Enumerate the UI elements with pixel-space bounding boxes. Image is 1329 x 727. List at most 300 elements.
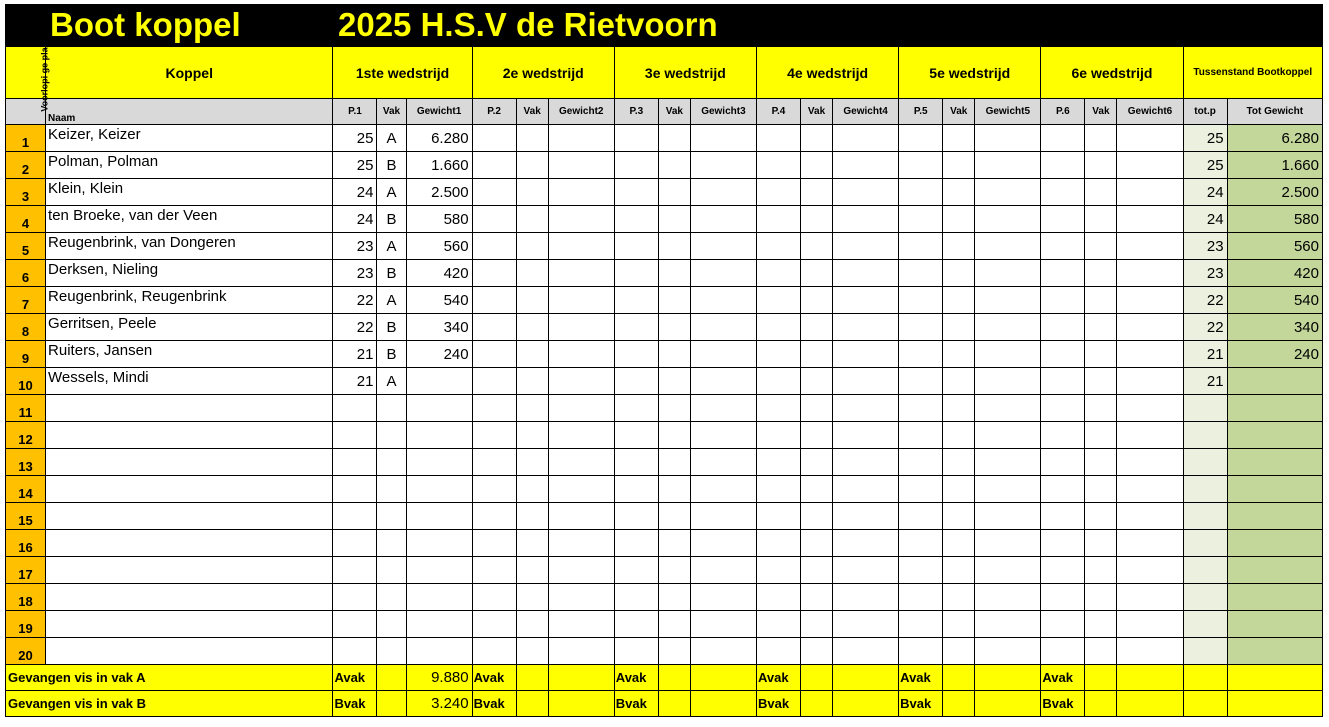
vak2-cell[interactable] — [516, 503, 548, 530]
p6-cell[interactable] — [1041, 557, 1085, 584]
gewicht4-cell[interactable] — [833, 233, 899, 260]
gewicht1-cell[interactable] — [406, 368, 472, 395]
vak3-cell[interactable] — [658, 503, 690, 530]
gewicht1-cell[interactable] — [406, 557, 472, 584]
vak5-cell[interactable] — [943, 422, 975, 449]
p3-cell[interactable] — [614, 584, 658, 611]
gewicht5-cell[interactable] — [975, 341, 1041, 368]
vak4-cell[interactable] — [801, 449, 833, 476]
p2-cell[interactable] — [472, 449, 516, 476]
p3-cell[interactable] — [614, 287, 658, 314]
name-cell[interactable]: Keizer, Keizer — [46, 125, 333, 152]
p1-cell[interactable] — [333, 503, 377, 530]
p5-cell[interactable] — [899, 125, 943, 152]
p1-cell[interactable]: 25 — [333, 152, 377, 179]
vak5-cell[interactable] — [943, 341, 975, 368]
gewicht5-cell[interactable] — [975, 395, 1041, 422]
vak5-cell[interactable] — [943, 557, 975, 584]
vak2-cell[interactable] — [516, 179, 548, 206]
p3-cell[interactable] — [614, 503, 658, 530]
p2-cell[interactable] — [472, 233, 516, 260]
p5-cell[interactable] — [899, 422, 943, 449]
p2-cell[interactable] — [472, 206, 516, 233]
gewicht4-cell[interactable] — [833, 287, 899, 314]
vak6-cell[interactable] — [1085, 206, 1117, 233]
gewicht4-cell[interactable] — [833, 422, 899, 449]
gewicht4-cell[interactable] — [833, 152, 899, 179]
p2-cell[interactable] — [472, 530, 516, 557]
p1-cell[interactable]: 21 — [333, 368, 377, 395]
name-cell[interactable]: Polman, Polman — [46, 152, 333, 179]
p2-cell[interactable] — [472, 314, 516, 341]
p3-cell[interactable] — [614, 395, 658, 422]
gewicht1-cell[interactable]: 1.660 — [406, 152, 472, 179]
gewicht5-cell[interactable] — [975, 638, 1041, 665]
gewicht1-cell[interactable] — [406, 584, 472, 611]
gewicht3-cell[interactable] — [690, 341, 756, 368]
p4-cell[interactable] — [756, 557, 800, 584]
vak4-cell[interactable] — [801, 179, 833, 206]
vak2-cell[interactable] — [516, 638, 548, 665]
p1-cell[interactable] — [333, 422, 377, 449]
p6-cell[interactable] — [1041, 341, 1085, 368]
name-cell[interactable] — [46, 449, 333, 476]
vak3-cell[interactable] — [658, 611, 690, 638]
vak4-cell[interactable] — [801, 341, 833, 368]
p6-cell[interactable] — [1041, 314, 1085, 341]
p6-cell[interactable] — [1041, 368, 1085, 395]
gewicht4-cell[interactable] — [833, 638, 899, 665]
vak4-cell[interactable] — [801, 206, 833, 233]
gewicht2-cell[interactable] — [548, 314, 614, 341]
gewicht4-cell[interactable] — [833, 611, 899, 638]
p2-cell[interactable] — [472, 179, 516, 206]
vak5-cell[interactable] — [943, 368, 975, 395]
gewicht3-cell[interactable] — [690, 395, 756, 422]
gewicht1-cell[interactable] — [406, 449, 472, 476]
gewicht2-cell[interactable] — [548, 125, 614, 152]
name-cell[interactable]: Ruiters, Jansen — [46, 341, 333, 368]
vak1-cell[interactable] — [377, 638, 406, 665]
gewicht1-cell[interactable]: 6.280 — [406, 125, 472, 152]
p2-cell[interactable] — [472, 503, 516, 530]
p6-cell[interactable] — [1041, 611, 1085, 638]
vak6-cell[interactable] — [1085, 368, 1117, 395]
p3-cell[interactable] — [614, 152, 658, 179]
p4-cell[interactable] — [756, 476, 800, 503]
gewicht3-cell[interactable] — [690, 152, 756, 179]
vak4-cell[interactable] — [801, 638, 833, 665]
gewicht6-cell[interactable] — [1117, 395, 1183, 422]
name-cell[interactable] — [46, 530, 333, 557]
vak6-cell[interactable] — [1085, 260, 1117, 287]
gewicht6-cell[interactable] — [1117, 206, 1183, 233]
vak3-cell[interactable] — [658, 287, 690, 314]
p4-cell[interactable] — [756, 530, 800, 557]
gewicht3-cell[interactable] — [690, 476, 756, 503]
p3-cell[interactable] — [614, 611, 658, 638]
p4-cell[interactable] — [756, 125, 800, 152]
vak3-cell[interactable] — [658, 449, 690, 476]
p4-cell[interactable] — [756, 206, 800, 233]
p1-cell[interactable] — [333, 638, 377, 665]
p2-cell[interactable] — [472, 287, 516, 314]
gewicht3-cell[interactable] — [690, 584, 756, 611]
p2-cell[interactable] — [472, 557, 516, 584]
vak1-cell[interactable] — [377, 449, 406, 476]
p6-cell[interactable] — [1041, 233, 1085, 260]
gewicht4-cell[interactable] — [833, 557, 899, 584]
p4-cell[interactable] — [756, 611, 800, 638]
name-cell[interactable]: Gerritsen, Peele — [46, 314, 333, 341]
vak6-cell[interactable] — [1085, 638, 1117, 665]
name-cell[interactable]: Klein, Klein — [46, 179, 333, 206]
gewicht5-cell[interactable] — [975, 557, 1041, 584]
gewicht3-cell[interactable] — [690, 530, 756, 557]
vak6-cell[interactable] — [1085, 530, 1117, 557]
vak2-cell[interactable] — [516, 125, 548, 152]
gewicht3-cell[interactable] — [690, 557, 756, 584]
gewicht4-cell[interactable] — [833, 125, 899, 152]
gewicht3-cell[interactable] — [690, 233, 756, 260]
vak5-cell[interactable] — [943, 638, 975, 665]
p5-cell[interactable] — [899, 476, 943, 503]
vak3-cell[interactable] — [658, 206, 690, 233]
gewicht3-cell[interactable] — [690, 611, 756, 638]
gewicht2-cell[interactable] — [548, 260, 614, 287]
gewicht3-cell[interactable] — [690, 179, 756, 206]
name-cell[interactable] — [46, 638, 333, 665]
name-cell[interactable]: Derksen, Nieling — [46, 260, 333, 287]
vak1-cell[interactable] — [377, 422, 406, 449]
gewicht4-cell[interactable] — [833, 341, 899, 368]
gewicht2-cell[interactable] — [548, 395, 614, 422]
gewicht2-cell[interactable] — [548, 584, 614, 611]
vak1-cell[interactable] — [377, 503, 406, 530]
p5-cell[interactable] — [899, 530, 943, 557]
p5-cell[interactable] — [899, 611, 943, 638]
p2-cell[interactable] — [472, 422, 516, 449]
p6-cell[interactable] — [1041, 503, 1085, 530]
vak3-cell[interactable] — [658, 557, 690, 584]
vak2-cell[interactable] — [516, 611, 548, 638]
gewicht4-cell[interactable] — [833, 260, 899, 287]
gewicht3-cell[interactable] — [690, 260, 756, 287]
p5-cell[interactable] — [899, 503, 943, 530]
vak5-cell[interactable] — [943, 233, 975, 260]
p5-cell[interactable] — [899, 584, 943, 611]
vak2-cell[interactable] — [516, 152, 548, 179]
p1-cell[interactable] — [333, 530, 377, 557]
p3-cell[interactable] — [614, 206, 658, 233]
vak1-cell[interactable]: B — [377, 206, 406, 233]
gewicht6-cell[interactable] — [1117, 152, 1183, 179]
gewicht5-cell[interactable] — [975, 233, 1041, 260]
gewicht1-cell[interactable] — [406, 476, 472, 503]
vak3-cell[interactable] — [658, 395, 690, 422]
vak3-cell[interactable] — [658, 233, 690, 260]
vak3-cell[interactable] — [658, 422, 690, 449]
gewicht6-cell[interactable] — [1117, 611, 1183, 638]
p3-cell[interactable] — [614, 530, 658, 557]
p2-cell[interactable] — [472, 638, 516, 665]
vak5-cell[interactable] — [943, 206, 975, 233]
gewicht2-cell[interactable] — [548, 476, 614, 503]
vak4-cell[interactable] — [801, 611, 833, 638]
vak5-cell[interactable] — [943, 503, 975, 530]
gewicht3-cell[interactable] — [690, 422, 756, 449]
vak4-cell[interactable] — [801, 260, 833, 287]
p4-cell[interactable] — [756, 341, 800, 368]
gewicht4-cell[interactable] — [833, 314, 899, 341]
p1-cell[interactable] — [333, 584, 377, 611]
gewicht5-cell[interactable] — [975, 530, 1041, 557]
p2-cell[interactable] — [472, 341, 516, 368]
p5-cell[interactable] — [899, 206, 943, 233]
vak2-cell[interactable] — [516, 422, 548, 449]
vak1-cell[interactable]: B — [377, 260, 406, 287]
p4-cell[interactable] — [756, 179, 800, 206]
p5-cell[interactable] — [899, 557, 943, 584]
vak3-cell[interactable] — [658, 125, 690, 152]
vak4-cell[interactable] — [801, 395, 833, 422]
gewicht6-cell[interactable] — [1117, 476, 1183, 503]
vak5-cell[interactable] — [943, 260, 975, 287]
gewicht5-cell[interactable] — [975, 449, 1041, 476]
p3-cell[interactable] — [614, 476, 658, 503]
p6-cell[interactable] — [1041, 422, 1085, 449]
gewicht5-cell[interactable] — [975, 206, 1041, 233]
vak1-cell[interactable] — [377, 557, 406, 584]
gewicht3-cell[interactable] — [690, 638, 756, 665]
p4-cell[interactable] — [756, 233, 800, 260]
gewicht1-cell[interactable]: 340 — [406, 314, 472, 341]
vak2-cell[interactable] — [516, 368, 548, 395]
gewicht2-cell[interactable] — [548, 503, 614, 530]
gewicht1-cell[interactable]: 540 — [406, 287, 472, 314]
vak5-cell[interactable] — [943, 179, 975, 206]
gewicht3-cell[interactable] — [690, 314, 756, 341]
name-cell[interactable] — [46, 557, 333, 584]
p2-cell[interactable] — [472, 476, 516, 503]
name-cell[interactable] — [46, 395, 333, 422]
gewicht4-cell[interactable] — [833, 449, 899, 476]
p5-cell[interactable] — [899, 152, 943, 179]
p6-cell[interactable] — [1041, 260, 1085, 287]
p3-cell[interactable] — [614, 314, 658, 341]
gewicht3-cell[interactable] — [690, 368, 756, 395]
p5-cell[interactable] — [899, 368, 943, 395]
gewicht2-cell[interactable] — [548, 557, 614, 584]
vak1-cell[interactable]: B — [377, 341, 406, 368]
vak4-cell[interactable] — [801, 287, 833, 314]
p5-cell[interactable] — [899, 341, 943, 368]
gewicht2-cell[interactable] — [548, 530, 614, 557]
gewicht3-cell[interactable] — [690, 503, 756, 530]
gewicht3-cell[interactable] — [690, 125, 756, 152]
p3-cell[interactable] — [614, 125, 658, 152]
p1-cell[interactable]: 22 — [333, 287, 377, 314]
vak6-cell[interactable] — [1085, 611, 1117, 638]
vak4-cell[interactable] — [801, 152, 833, 179]
gewicht3-cell[interactable] — [690, 449, 756, 476]
vak5-cell[interactable] — [943, 584, 975, 611]
vak2-cell[interactable] — [516, 314, 548, 341]
p4-cell[interactable] — [756, 503, 800, 530]
p1-cell[interactable] — [333, 611, 377, 638]
gewicht1-cell[interactable] — [406, 530, 472, 557]
vak6-cell[interactable] — [1085, 287, 1117, 314]
gewicht6-cell[interactable] — [1117, 314, 1183, 341]
gewicht5-cell[interactable] — [975, 152, 1041, 179]
vak3-cell[interactable] — [658, 638, 690, 665]
vak4-cell[interactable] — [801, 530, 833, 557]
gewicht6-cell[interactable] — [1117, 557, 1183, 584]
gewicht4-cell[interactable] — [833, 206, 899, 233]
name-cell[interactable]: Reugenbrink, Reugenbrink — [46, 287, 333, 314]
gewicht2-cell[interactable] — [548, 152, 614, 179]
gewicht5-cell[interactable] — [975, 611, 1041, 638]
gewicht2-cell[interactable] — [548, 179, 614, 206]
p4-cell[interactable] — [756, 314, 800, 341]
p4-cell[interactable] — [756, 584, 800, 611]
vak1-cell[interactable]: A — [377, 368, 406, 395]
gewicht4-cell[interactable] — [833, 530, 899, 557]
gewicht6-cell[interactable] — [1117, 287, 1183, 314]
p1-cell[interactable]: 24 — [333, 206, 377, 233]
p2-cell[interactable] — [472, 611, 516, 638]
vak3-cell[interactable] — [658, 530, 690, 557]
name-cell[interactable]: Reugenbrink, van Dongeren — [46, 233, 333, 260]
vak1-cell[interactable] — [377, 584, 406, 611]
p6-cell[interactable] — [1041, 584, 1085, 611]
gewicht4-cell[interactable] — [833, 368, 899, 395]
p1-cell[interactable]: 23 — [333, 233, 377, 260]
gewicht1-cell[interactable]: 580 — [406, 206, 472, 233]
vak6-cell[interactable] — [1085, 152, 1117, 179]
p2-cell[interactable] — [472, 395, 516, 422]
p5-cell[interactable] — [899, 638, 943, 665]
vak6-cell[interactable] — [1085, 503, 1117, 530]
vak5-cell[interactable] — [943, 314, 975, 341]
vak4-cell[interactable] — [801, 422, 833, 449]
gewicht6-cell[interactable] — [1117, 179, 1183, 206]
gewicht1-cell[interactable] — [406, 611, 472, 638]
name-cell[interactable] — [46, 422, 333, 449]
p6-cell[interactable] — [1041, 152, 1085, 179]
name-cell[interactable] — [46, 476, 333, 503]
gewicht1-cell[interactable] — [406, 395, 472, 422]
p1-cell[interactable] — [333, 476, 377, 503]
vak2-cell[interactable] — [516, 233, 548, 260]
p4-cell[interactable] — [756, 395, 800, 422]
gewicht1-cell[interactable]: 2.500 — [406, 179, 472, 206]
p1-cell[interactable]: 21 — [333, 341, 377, 368]
p5-cell[interactable] — [899, 179, 943, 206]
vak5-cell[interactable] — [943, 449, 975, 476]
p3-cell[interactable] — [614, 260, 658, 287]
p1-cell[interactable]: 24 — [333, 179, 377, 206]
p5-cell[interactable] — [899, 449, 943, 476]
vak5-cell[interactable] — [943, 611, 975, 638]
name-cell[interactable] — [46, 611, 333, 638]
p5-cell[interactable] — [899, 395, 943, 422]
gewicht5-cell[interactable] — [975, 314, 1041, 341]
vak6-cell[interactable] — [1085, 422, 1117, 449]
gewicht6-cell[interactable] — [1117, 368, 1183, 395]
gewicht1-cell[interactable]: 560 — [406, 233, 472, 260]
p3-cell[interactable] — [614, 638, 658, 665]
p1-cell[interactable]: 23 — [333, 260, 377, 287]
vak3-cell[interactable] — [658, 152, 690, 179]
p5-cell[interactable] — [899, 233, 943, 260]
gewicht1-cell[interactable] — [406, 638, 472, 665]
p3-cell[interactable] — [614, 368, 658, 395]
p1-cell[interactable] — [333, 557, 377, 584]
gewicht2-cell[interactable] — [548, 638, 614, 665]
gewicht4-cell[interactable] — [833, 584, 899, 611]
vak2-cell[interactable] — [516, 287, 548, 314]
gewicht6-cell[interactable] — [1117, 449, 1183, 476]
vak5-cell[interactable] — [943, 152, 975, 179]
gewicht4-cell[interactable] — [833, 503, 899, 530]
gewicht2-cell[interactable] — [548, 368, 614, 395]
vak6-cell[interactable] — [1085, 125, 1117, 152]
vak4-cell[interactable] — [801, 314, 833, 341]
gewicht6-cell[interactable] — [1117, 260, 1183, 287]
p4-cell[interactable] — [756, 368, 800, 395]
gewicht3-cell[interactable] — [690, 287, 756, 314]
gewicht5-cell[interactable] — [975, 125, 1041, 152]
vak5-cell[interactable] — [943, 287, 975, 314]
vak6-cell[interactable] — [1085, 341, 1117, 368]
vak4-cell[interactable] — [801, 368, 833, 395]
vak3-cell[interactable] — [658, 314, 690, 341]
p5-cell[interactable] — [899, 287, 943, 314]
p2-cell[interactable] — [472, 368, 516, 395]
gewicht6-cell[interactable] — [1117, 341, 1183, 368]
vak1-cell[interactable] — [377, 611, 406, 638]
gewicht5-cell[interactable] — [975, 368, 1041, 395]
vak1-cell[interactable]: B — [377, 152, 406, 179]
vak4-cell[interactable] — [801, 503, 833, 530]
gewicht1-cell[interactable]: 240 — [406, 341, 472, 368]
vak4-cell[interactable] — [801, 233, 833, 260]
gewicht6-cell[interactable] — [1117, 638, 1183, 665]
vak6-cell[interactable] — [1085, 179, 1117, 206]
vak2-cell[interactable] — [516, 584, 548, 611]
name-cell[interactable] — [46, 584, 333, 611]
vak1-cell[interactable]: B — [377, 314, 406, 341]
p3-cell[interactable] — [614, 422, 658, 449]
vak2-cell[interactable] — [516, 206, 548, 233]
vak1-cell[interactable] — [377, 530, 406, 557]
p6-cell[interactable] — [1041, 206, 1085, 233]
p4-cell[interactable] — [756, 422, 800, 449]
vak2-cell[interactable] — [516, 341, 548, 368]
gewicht5-cell[interactable] — [975, 422, 1041, 449]
vak1-cell[interactable]: A — [377, 287, 406, 314]
p2-cell[interactable] — [472, 260, 516, 287]
gewicht2-cell[interactable] — [548, 287, 614, 314]
vak6-cell[interactable] — [1085, 449, 1117, 476]
p6-cell[interactable] — [1041, 179, 1085, 206]
vak3-cell[interactable] — [658, 476, 690, 503]
p1-cell[interactable] — [333, 395, 377, 422]
gewicht5-cell[interactable] — [975, 260, 1041, 287]
gewicht5-cell[interactable] — [975, 476, 1041, 503]
vak1-cell[interactable]: A — [377, 125, 406, 152]
